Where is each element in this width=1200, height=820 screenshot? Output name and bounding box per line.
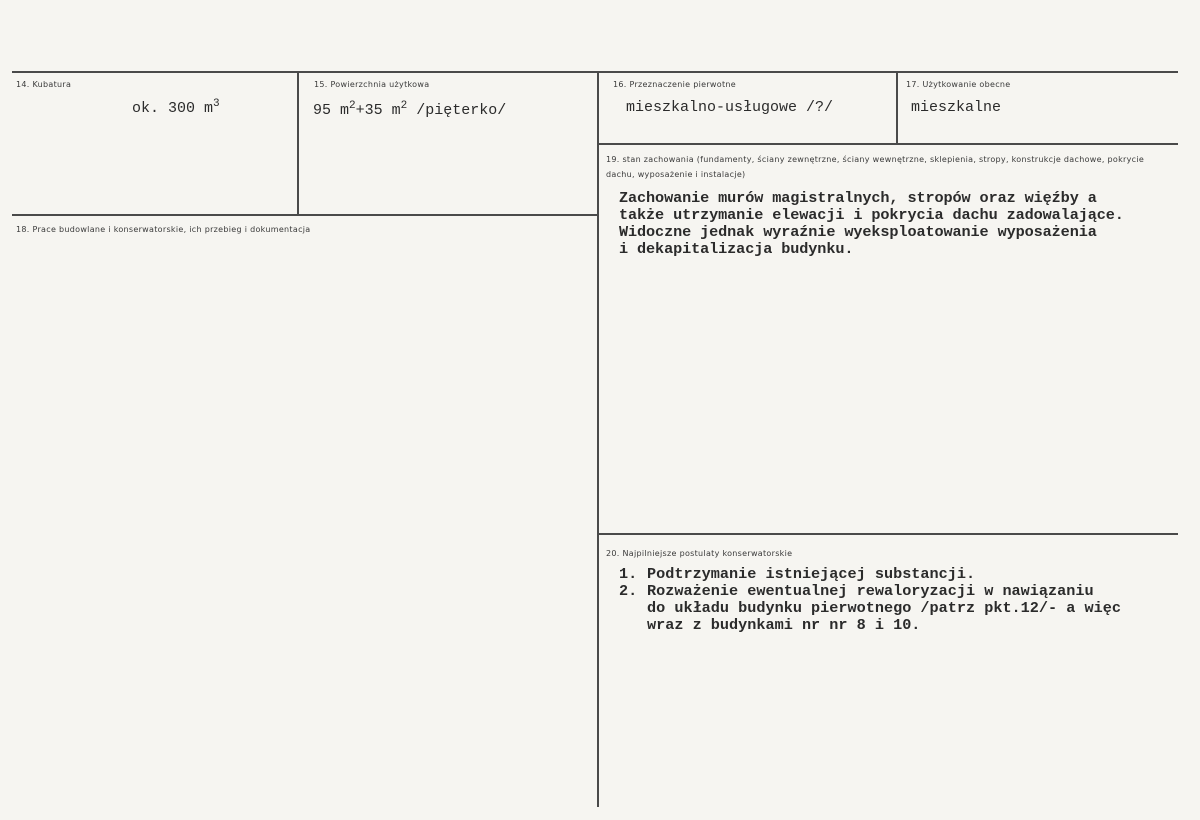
- label-17: 17. Użytkowanie obecne: [906, 80, 1011, 89]
- value-15-a-sup: 2: [349, 100, 356, 112]
- value-19: [619, 190, 1124, 258]
- value-14: [132, 100, 220, 117]
- value-17: mieszkalne: [911, 99, 1002, 116]
- value-15-b: +35 m: [355, 102, 401, 119]
- value-16: mieszkalno-usługowe /?/: [626, 99, 834, 116]
- value-19-line: Zachowanie murów magistralnych, stropów oraz więźby a: [619, 189, 1097, 207]
- divider-14-15: [297, 71, 299, 216]
- label-20: 20. Najpilniejsze postulaty konserwatorskie: [606, 549, 793, 558]
- label-18: 18. Prace budowlane i konserwatorskie, ich przebieg i dokumentacja: [16, 225, 311, 234]
- list-item: [619, 566, 1121, 583]
- label-14: 14. Kubatura: [16, 80, 72, 89]
- item-text-continued: do układu budynku pierwotnego /patrz pkt.12/- a więc: [647, 599, 1121, 617]
- item-text-continued: wraz z budynkami nr nr 8 i 10.: [647, 616, 921, 634]
- value-14-sup: 3: [213, 98, 220, 110]
- item-number: 2.: [619, 582, 638, 600]
- value-19-line: także utrzymanie elewacji i pokrycia dachu zadowalające.: [619, 206, 1124, 224]
- rule-below-16-17: [598, 143, 1178, 145]
- value-19-line: Widoczne jednak wyraźnie wyeksploatowanie wyposażenia: [619, 223, 1097, 241]
- value-15: [313, 102, 506, 119]
- rule-below-14-15: [12, 214, 598, 216]
- label-16: 16. Przeznaczenie pierwotne: [613, 80, 736, 89]
- divider-16-17: [896, 71, 898, 145]
- value-20-list: [619, 566, 1121, 634]
- value-19-line: i dekapitalizacja budynku.: [619, 240, 854, 258]
- divider-main: [597, 71, 599, 807]
- label-19: 19. stan zachowania (fundamenty, ściany zewnętrzne, ściany wewnętrzne, sklepienia, stropy, konstrukcje dachowe, pokrycie dachu, wyposażenie i instalacje): [606, 155, 1145, 179]
- item-text: Rozważenie ewentualnej rewaloryzacji w nawiązaniu: [647, 582, 1094, 600]
- value-15-a: 95 m: [313, 102, 350, 119]
- value-14-text: ok. 300 m: [132, 100, 214, 117]
- list-item: [619, 583, 1121, 634]
- rule-above-20: [598, 533, 1178, 535]
- label-15: 15. Powierzchnia użytkowa: [314, 80, 430, 89]
- value-15-c: /pięterko/: [407, 102, 507, 119]
- top-rule: [12, 71, 1178, 73]
- item-number: 1.: [619, 565, 638, 583]
- value-15-b-sup: 2: [400, 100, 408, 112]
- item-text: Podtrzymanie istniejącej substancji.: [647, 565, 976, 583]
